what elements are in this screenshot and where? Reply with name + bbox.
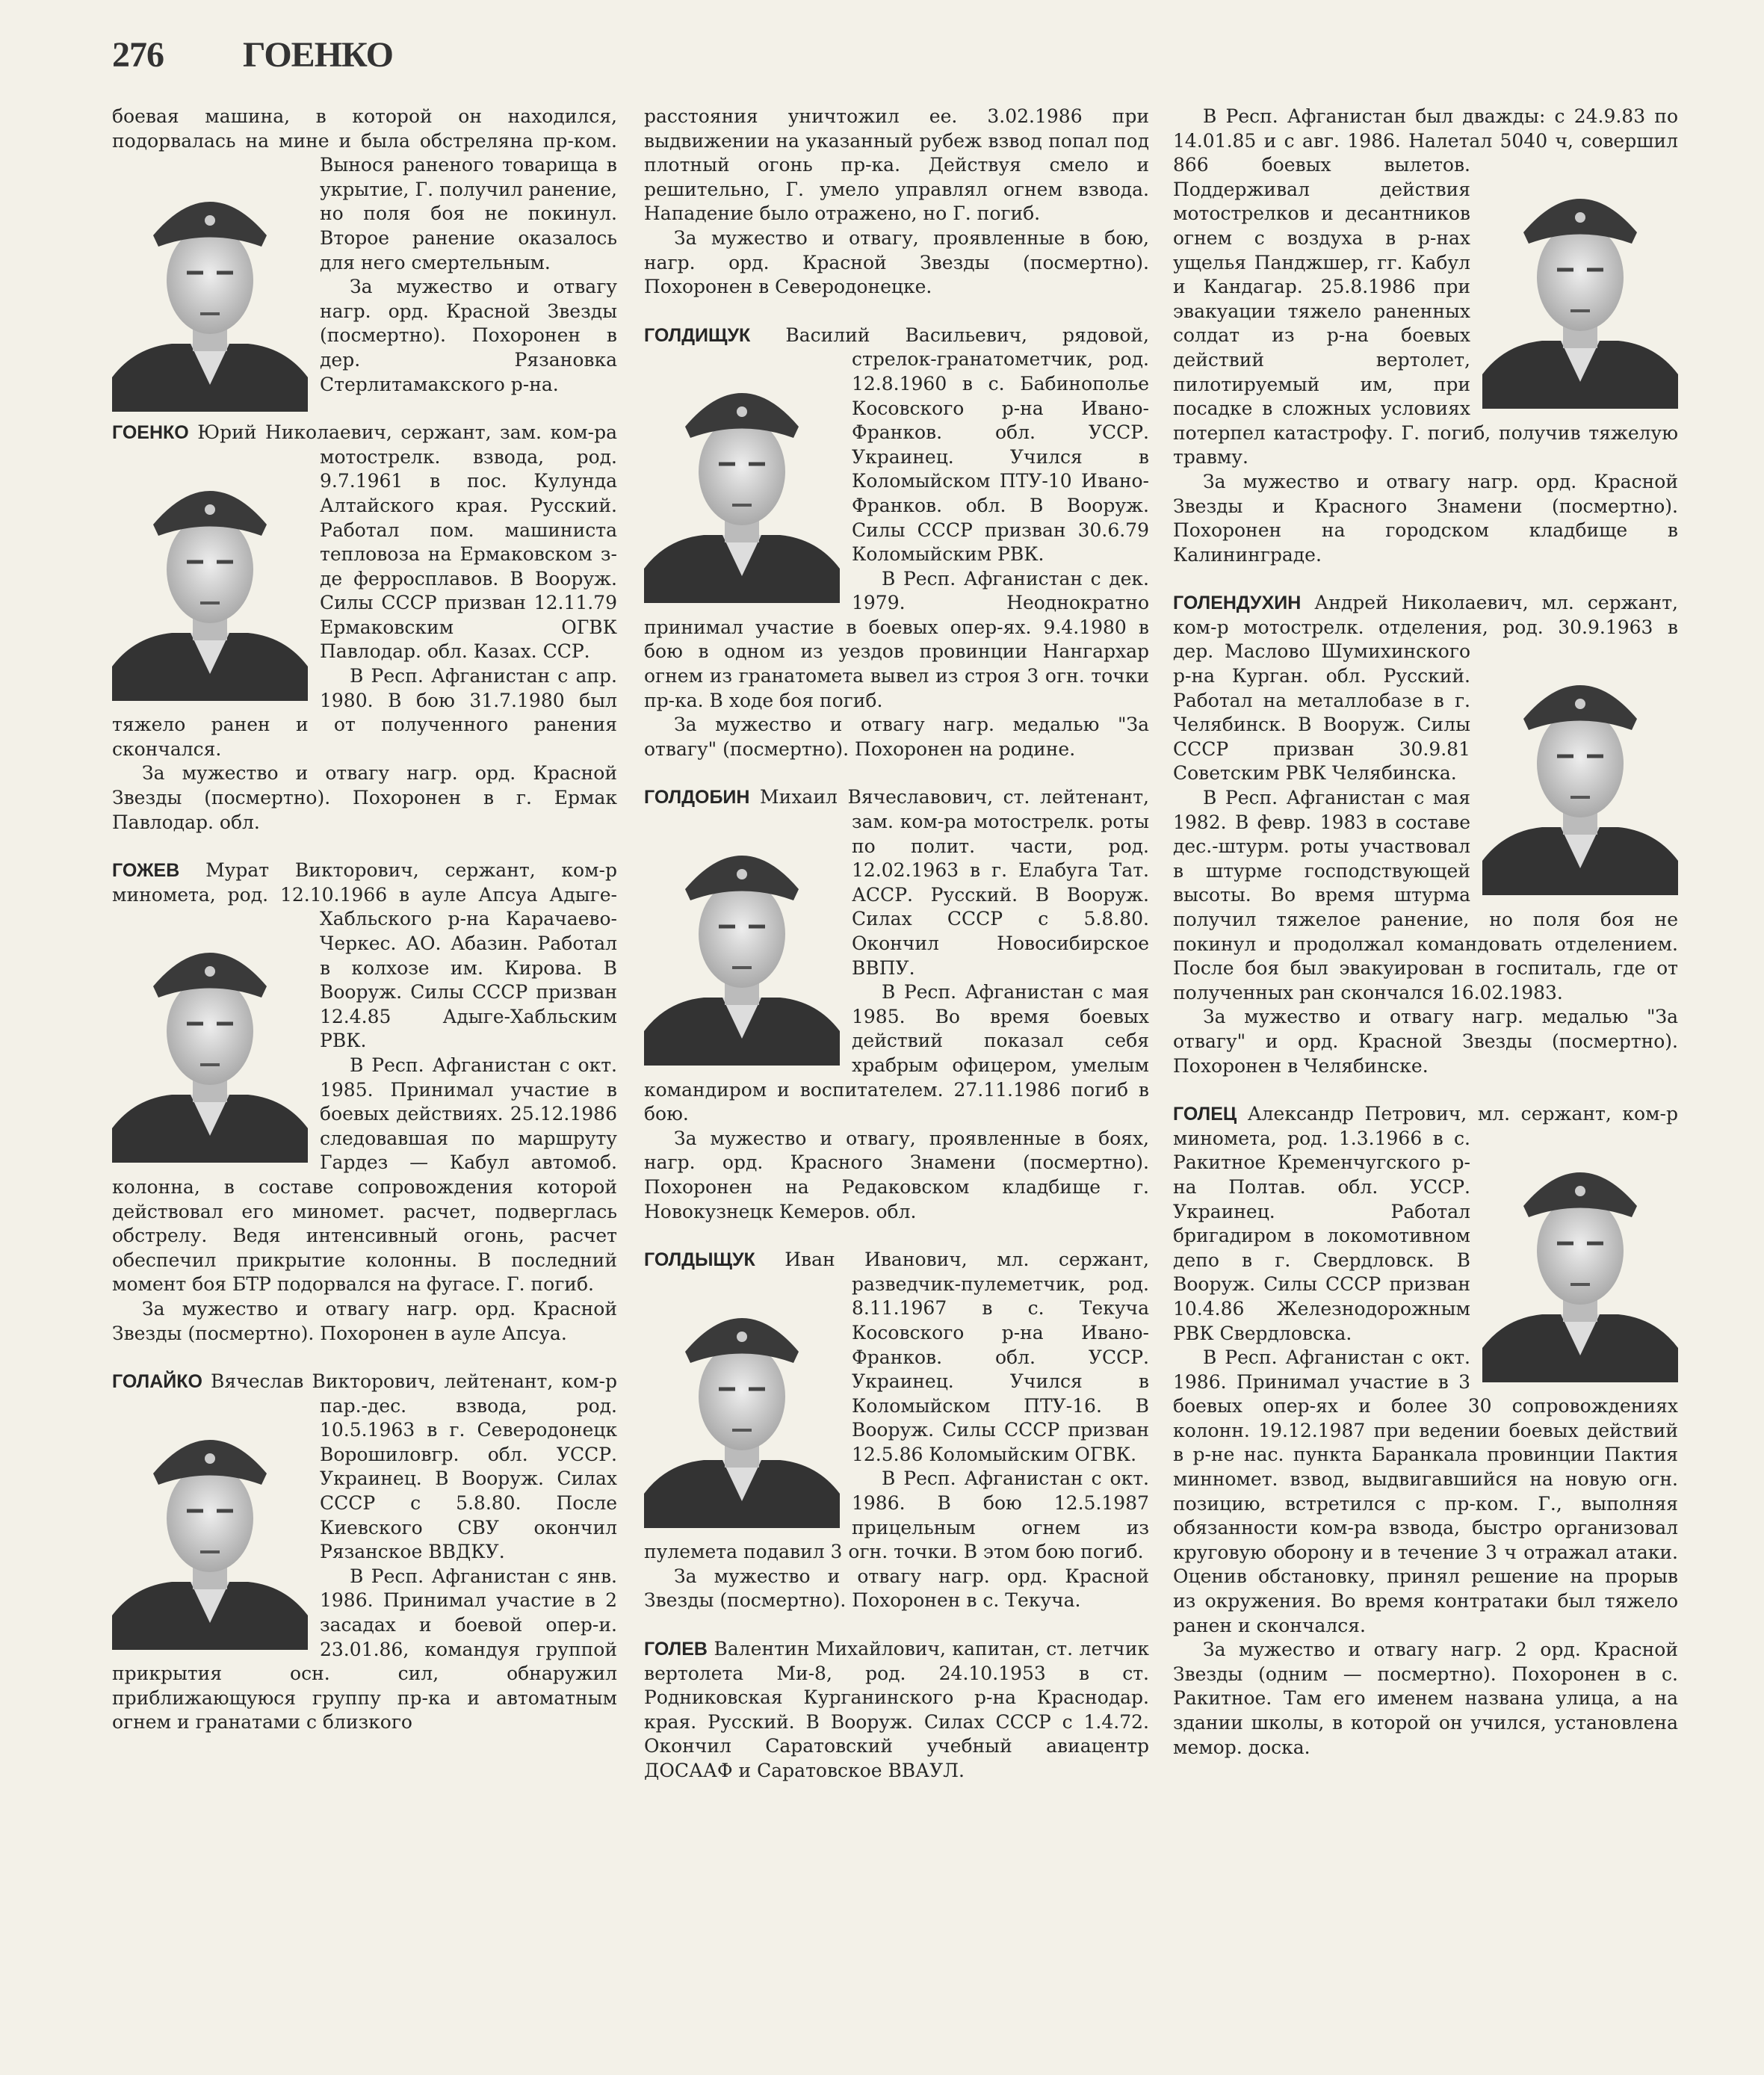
service-paragraph: В Респ. Афганистан с янв. 1986. Принимал участие в 2 засадах и боевой опер-и. 23.01.86, командуя группой прикрытия осн. сил, обнаружил приближающуюся группу пр-ка и автоматным огнем и гранатами с близкого	[112, 1565, 617, 1734]
text: 12.8.1960 в с. Бабинополье Косовского р-на Ивано-Франков. обл. УССР. Украинец. Учился в Коломыйском ПТУ-10 Ивано-Франков. обл. В Вооруж. Силы СССР призван 30.6.79 Коломыйским РВК.	[852, 372, 1149, 566]
portrait-photo	[644, 814, 840, 1066]
award-paragraph: За мужество и отвагу нагр. медалью "За отвагу" и орд. Красной Звезды (посмертно). Похоронен в Челябинске.	[1173, 1006, 1678, 1077]
service-paragraph: В Респ. Афганистан с окт. 1986. Принимал участие в 3 боевых опер-ях и более 30 сопровождениях колонн. 19.12.1987 при ведении боевых действий в р-не нас. пункта Баранкала провинции Пактия минномет. взвод, выдвигавшийся на новую огн. позицию, встретился с пр-ком. Г., выполняя обязанности ком-ра взвода, быстро организовал круговую оборону и в течение 3 ч отражал атаки. Оценив обстановку, принял решение на прорыв из окружения. Во время контратаки был тяжело ранен и скончался.	[1173, 1346, 1678, 1636]
service-paragraph: В Респ. Афганистан с мая 1982. В февр. 1983 в составе дес.-штурм. роты участвовал в штурме господствующей высоты. Во время штурма получил тяжелое ранение, но поля боя не покинул и продолжал командовать отделением. После боя был эвакуирован в госпиталь, где от полученных ран скончался 16.02.1983.	[1173, 787, 1678, 1004]
portrait-photo	[1482, 158, 1678, 409]
entry-goenko	[112, 421, 617, 664]
portrait-photo	[112, 450, 308, 701]
award-paragraph: За мужество и отвагу нагр. 2 орд. Красной Звезды (одним — посмертно). Похоронен в с. Ракитное. Там его именем названа улица, а на здании школы, в которой он учился, установлена мемор. доска.	[1173, 1639, 1678, 1758]
award-paragraph: За мужество и отвагу, проявленные в боях, нагр. орд. Красного Знамени (посмертно). Похоронен на Редаковском кладбище г. Новокузнецк Кемеров. обл.	[644, 1127, 1149, 1222]
text: пр-ком. Вынося раненого товарища в укрытие, Г. получил ранение, но поля боя не покинул. Второе ранение оказалось для него смертельным.	[320, 129, 617, 273]
entry-name: ГОЛДОБИН	[644, 787, 750, 808]
text: Мурат Викторович, сержант, ком-р миномета, род. 12.10.1966 в ауле Апсуа	[112, 859, 617, 906]
entry-name: ГОЛЕНДУХИН	[1173, 593, 1302, 614]
entry-name: ГОЛДЫЩУК	[644, 1249, 755, 1271]
portrait-photo	[112, 1399, 308, 1650]
portrait-photo	[1482, 644, 1678, 895]
award-paragraph: За мужество и отвагу нагр. медалью "За отвагу" (посмертно). Похоронен на родине.	[644, 714, 1149, 760]
entry-golets	[1173, 1102, 1678, 1346]
award-paragraph: За мужество и отвагу нагр. орд. Красной Звезды (посмертно). Похоронен в с. Текуча.	[644, 1565, 1149, 1612]
running-head: ГОЕНКО	[243, 35, 393, 75]
text: боевая машина, в которой он находился, подорвалась на мине и была обстреляна	[112, 105, 617, 152]
award-paragraph: За мужество и отвагу нагр. орд. Красной Звезды и Красного Знамени (посмертно). Похоронен на городском кладбище в Калининграде.	[1173, 470, 1678, 566]
text: 5040 ч, совершил 866 боевых вылетов. Поддерживал действия мотострелков и десантников огнем с воздуха в р-нах ущелья Панджшер, гг. Кабул и Кандагар. 25.8.1986 при эвакуации тяжело раненных солдат из р-на боевых действий вертолет, пилотируемый им, при посадке в сложных условиях потерпел катастрофу. Г. погиб, получив тяжелую травму.	[1173, 129, 1678, 469]
text: Александр Петрович, мл. сержант, ком-р миномета, род. 1.3.1966 в с.	[1173, 1103, 1678, 1149]
text: Юрий Николаевич, сержант, зам. ком-ра мотострелк. взвода, род.	[188, 421, 617, 468]
text: 10.5.1963 в г. Северодонецк Ворошиловгр. обл. УССР. Украинец. В Вооруж. Силах СССР с 5.8.80. После Киевского СВУ окончил Рязанское ВВДКУ.	[320, 1419, 617, 1563]
award-paragraph: За мужество и отвагу нагр. орд. Красной Звезды (посмертно). Похоронен в ауле Апсуа.	[112, 1297, 617, 1344]
service-paragraph: В Респ. Афганистан с окт. 1985. Принимал участие в боевых действиях. 25.12.1986 следовавшая по маршруту Гардез — Кабул автомоб. колонна, в составе сопровождения которой действовал его миномет. расчет, подверглась обстрелу. Ведя интенсивный огонь, расчет обеспечил прикрытие колонны. В последний момент боя БТР подорвался на фугасе. Г. погиб.	[112, 1054, 617, 1296]
entry-name: ГОЛЕЦ	[1173, 1104, 1237, 1125]
text: 9.7.1961 в пос. Кулунда Алтайского края. Русский. Работал пом. машиниста тепловоза на Ермаковском з-де ферросплавов. В Вооруж. Силы СССР призван 12.11.79 Ермаковским ОГВК Павлодар. обл. Казах. ССР.	[320, 470, 617, 663]
entry-gozhev	[112, 859, 617, 1054]
column-3	[1173, 105, 1678, 1760]
text: Маслово Шумихинского р-на Курган. обл. Русский. Работал на металлобазе в г. Челябинск. В Вооруж. Силы СССР призван 30.9.81 Советским РВК Челябинска.	[1173, 640, 1470, 785]
portrait-photo	[112, 912, 308, 1163]
text: 8.11.1967 в с. Текуча Косовского р-на Ивано-Франков. обл. УССР. Украинец. Учился в Коломыйском ПТУ-16. В Вооруж. Силы СССР призван 12.5.86 Коломыйским ОГВК.	[852, 1297, 1149, 1465]
service-paragraph: В Респ. Афганистан с апр. 1980. В бою 31.7.1980 был тяжело ранен и от полученного ранения скончался.	[112, 665, 617, 760]
text: Адыге-Хабльского р-на Карачаево-Черкес. АО. Абазин. Работал в колхозе им. Кирова. В Вооруж. Силы СССР призван 12.4.85 Адыге-Хабльским РВК.	[320, 883, 617, 1052]
entry-continuation: расстояния уничтожил ее. 3.02.1986 при выдвижении на указанный рубеж взвод попал под плотный огонь пр-ка. Действуя смело и решительно, Г. умело управлял огнем взвода. Нападение было отражено, но Г. погиб.	[644, 105, 1149, 225]
entry-golendukhin	[1173, 591, 1678, 786]
service-paragraph: В Респ. Афганистан с мая 1985. Во время боевых действий показал себя храбрым офицером, умелым командиром и воспитателем. 27.11.1986 погиб в бою.	[644, 981, 1149, 1125]
entry-name: ГОЛДИЩУК	[644, 324, 751, 346]
page-number: 276	[112, 35, 164, 75]
portrait-photo	[112, 161, 308, 412]
entry-continuation	[112, 105, 617, 275]
text: Ракитное Кременчугского р-на Полтав. обл. УССР. Украинец. Работал бригадиром в локомотивном депо в г. Свердловск. В Вооруж. Силы СССР призван 10.4.86 Железнодорожным РВК Свердловска.	[1173, 1151, 1470, 1344]
text: Василий Васильевич, рядовой, стрелок-гранатометчик, род.	[750, 324, 1149, 371]
entry-golev	[644, 1637, 1149, 1784]
entry-golaiko	[112, 1370, 617, 1565]
entry-goldyshchuk	[644, 1248, 1149, 1467]
portrait-photo	[1482, 1131, 1678, 1382]
entry-goldishchuk	[644, 324, 1149, 567]
text: Валентин Михайлович, капитан, ст. летчик вертолета Ми-8, род. 24.10.1953 в ст. Родниковская Курганинского р-на Краснодар. края. Русский. В Вооруж. Силах СССР с 1.4.72. Окончил Саратовский учебный авиацентр ДОСААФ и Саратовское ВВАУЛ.	[644, 1638, 1149, 1781]
text: Андрей Николаевич, мл. сержант, ком-р мотострелк. отделения, род. 30.9.1963 в дер.	[1173, 592, 1678, 663]
text: Вячеслав Викторович, лейтенант, ком-р пар.-дес. взвода, род.	[202, 1370, 617, 1417]
entry-name: ГОЕНКО	[112, 422, 189, 444]
entry-name: ГОЖЕВ	[112, 860, 180, 882]
text: Михаил Вячеславович, ст. лейтенант, зам. ком-ра мотострелк. роты	[749, 786, 1149, 833]
award-paragraph: За мужество и отвагу нагр. орд. Красной Звезды (посмертно). Похоронен в г. Ермак Павлодар. обл.	[112, 762, 617, 833]
running-header	[112, 34, 393, 75]
entry-name: ГОЛЕВ	[644, 1639, 708, 1660]
entry-continuation	[1173, 105, 1678, 470]
entry-goldobin	[644, 785, 1149, 980]
text: Иван Иванович, мл. сержант, разведчик-пулеметчик, род.	[755, 1249, 1149, 1295]
column-2	[644, 105, 1149, 1784]
text: В Респ. Афганистан был дважды: с 24.9.83 по 14.01.85 и с авг. 1986. Налетал	[1173, 105, 1678, 152]
service-paragraph: В Респ. Афганистан с дек. 1979. Неоднократно принимал участие в боевых опер-ях. 9.4.1980 в бою в одном из уездов провинции Нангархар огнем из гранатомета вывел из строя 3 огн. точки пр-ка. В ходе боя погиб.	[644, 567, 1149, 711]
portrait-photo	[644, 1277, 840, 1528]
award-paragraph: За мужество и отвагу нагр. орд. Красной Звезды (посмертно). Похоронен в дер. Рязановка Стерлитамакского р-на.	[320, 276, 617, 395]
portrait-photo	[644, 352, 840, 603]
service-paragraph: В Респ. Афганистан с окт. 1986. В бою 12.5.1987 прицельным огнем из пулемета подавил 3 огн. точки. В этом бою погиб.	[644, 1468, 1149, 1563]
column-1	[112, 105, 617, 1735]
entry-name: ГОЛАЙКО	[112, 1371, 202, 1393]
award-paragraph: За мужество и отвагу, проявленные в бою, нагр. орд. Красной Звезды (посмертно). Похоронен в Северодонецке.	[644, 226, 1149, 298]
text: по полит. части, род. 12.02.1963 в г. Елабуга Тат. АССР. Русский. В Вооруж. Силах СССР с 5.8.80. Окончил Новосибирское ВВПУ.	[852, 835, 1149, 979]
